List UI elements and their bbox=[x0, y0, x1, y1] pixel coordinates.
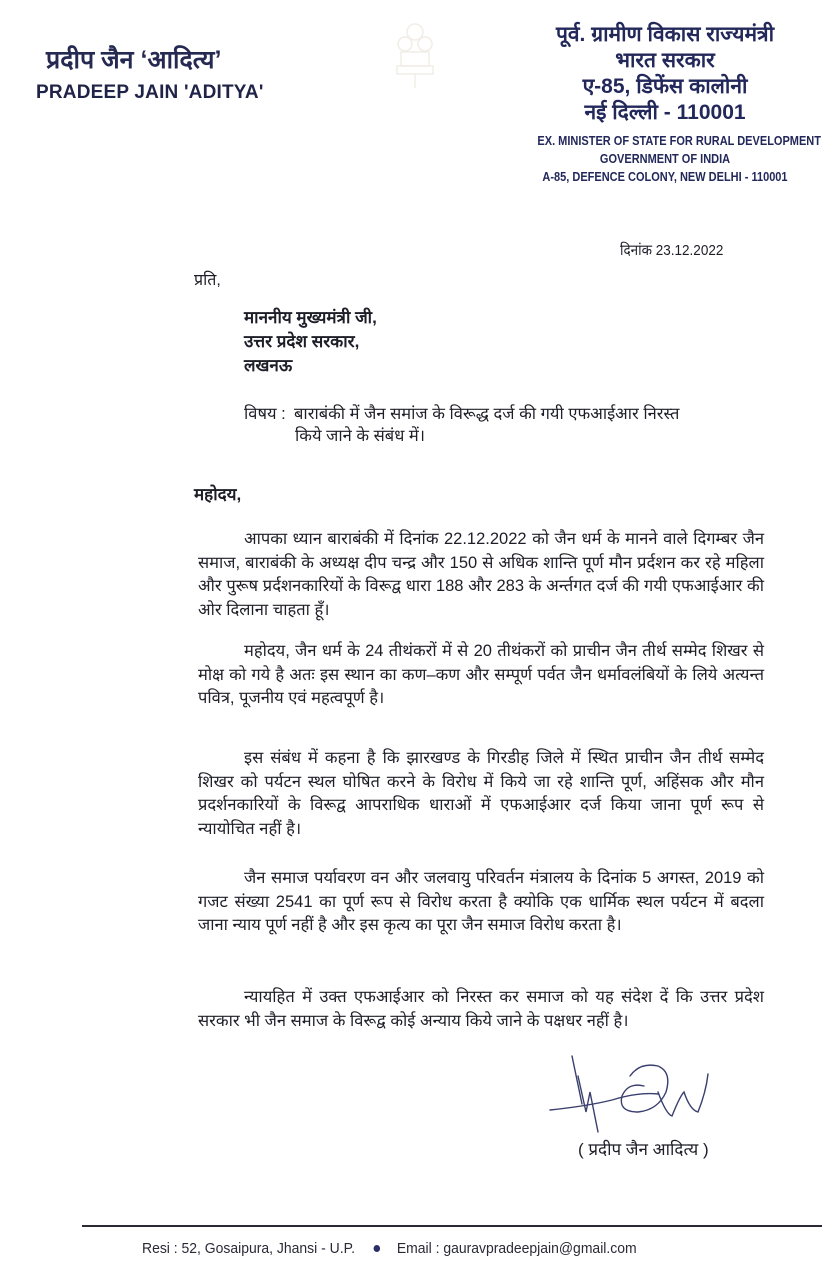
bullet-icon bbox=[374, 1245, 381, 1252]
designation-english-line: GOVERNMENT OF INDIA bbox=[599, 152, 731, 166]
designation-hindi-line: ए-85, डिफेंस कालोनी bbox=[582, 75, 748, 98]
recipient-line: माननीय मुख्यमंत्री जी, bbox=[244, 308, 377, 327]
letterhead-name-english: PRADEEP JAIN 'ADITYA' bbox=[36, 82, 264, 103]
national-emblem-icon bbox=[385, 18, 445, 93]
recipient-line: लखनऊ bbox=[244, 356, 293, 375]
body-paragraph: महोदय, जैन धर्म के 24 तीथंकरों में से 20 तीथंकरों को प्राचीन जैन तीर्थ सम्मेद शिखर से मोक्ष को गये है अतः इस स्थान का कण–कण और सम्पूर्ण पर्वत जैन धर्मावलंबियों के लिये अत्यन्त पवित्र, पूजनीय एवं महत्वपूर्ण है। bbox=[198, 642, 764, 707]
salutation: महोदय, bbox=[194, 485, 242, 504]
recipient-address bbox=[244, 306, 377, 378]
letter-subject bbox=[244, 403, 774, 447]
footer-divider bbox=[82, 1225, 822, 1227]
subject-label: विषय : bbox=[244, 405, 286, 423]
footer-residence: Resi : 52, Gosaipura, Jhansi - U.P. bbox=[142, 1240, 355, 1257]
subject-text-line1: बाराबंकी में जैन समांज के विरूद्ध दर्ज की गयी एफआईआर निरस्त bbox=[294, 405, 680, 423]
letter-to: प्रति, bbox=[194, 272, 221, 289]
designation-english-line: A-85, DEFENCE COLONY, NEW DELHI - 110001 bbox=[542, 170, 788, 184]
letterhead-designation bbox=[520, 22, 821, 186]
signature-icon bbox=[548, 1052, 748, 1138]
signatory-name: ( प्रदीप जैन आदित्य ) bbox=[578, 1140, 709, 1159]
body-paragraph: न्यायहित में उक्त एफआईआर को निरस्त कर समाज को यह संदेश दें कि उत्तर प्रदेश सरकार भी जैन समाज के विरूद्व कोई अन्याय किये जाने के पक्षधर नहीं है। bbox=[198, 988, 764, 1030]
body-paragraph: इस संबंध में कहना है कि झारखण्ड के गिरडीह जिले में स्थित प्राचीन जैन तीर्थ सम्मेद शिखर को पर्यटन स्थल घोषित करने के विरोध में किये जा रहे शान्ति पूर्ण, अहिंसक और मौन प्रदर्शनकारियों के विरूद्व आपराधिक धाराओं में एफआईआर दर्ज किया जाना पूर्ण रूप से न्यायोचित नहीं है। bbox=[198, 749, 764, 838]
recipient-line: उत्तर प्रदेश सरकार, bbox=[244, 332, 360, 351]
footer-email: Email : gauravpradeepjain@gmail.com bbox=[396, 1240, 637, 1257]
subject-text-line2: किये जाने के संबंध में। bbox=[295, 427, 426, 445]
designation-hindi-line: पूर्व. ग्रामीण विकास राज्यमंत्री bbox=[555, 23, 775, 46]
body-paragraph: आपका ध्यान बाराबंकी में दिनांक 22.12.2022 को जैन धर्म के मानने वाले दिगम्बर जैन समाज, बाराबंकी के अध्यक्ष दीप चन्द्र और 150 से अधिक शान्ति पूर्ण मौन प्रर्दशन कर रहे महिला और पुरूष प्रर्दशनकारियों के विरूद्व धारा 188 और 283 के अर्न्तगत दर्ज की गयी एफआईआर की ओर दिलाना चाहता हूँ। bbox=[198, 530, 764, 619]
footer bbox=[142, 1240, 637, 1257]
designation-hindi-line: नई दिल्ली - 110001 bbox=[584, 101, 746, 124]
designation-english-line: EX. MINISTER OF STATE FOR RURAL DEVELOPMENT bbox=[537, 134, 821, 148]
designation-hindi-line: भारत सरकार bbox=[615, 49, 715, 72]
body-paragraph: जैन समाज पर्यावरण वन और जलवायु परिवर्तन मंत्रालय के दिनांक 5 अगस्त, 2019 को गजट संख्या 2541 का पूर्ण रूप से विरोध करता है क्योकि एक धार्मिक स्थल पर्यटन में बदला जाना न्याय पूर्ण नहीं है और इस कृत्य का पूरा जैन समाज विरोध करता है। bbox=[198, 869, 764, 934]
letterhead-name-hindi: प्रदीप जैन ‘आदित्य’ bbox=[46, 46, 222, 74]
letter-date: दिनांक 23.12.2022 bbox=[620, 242, 724, 259]
